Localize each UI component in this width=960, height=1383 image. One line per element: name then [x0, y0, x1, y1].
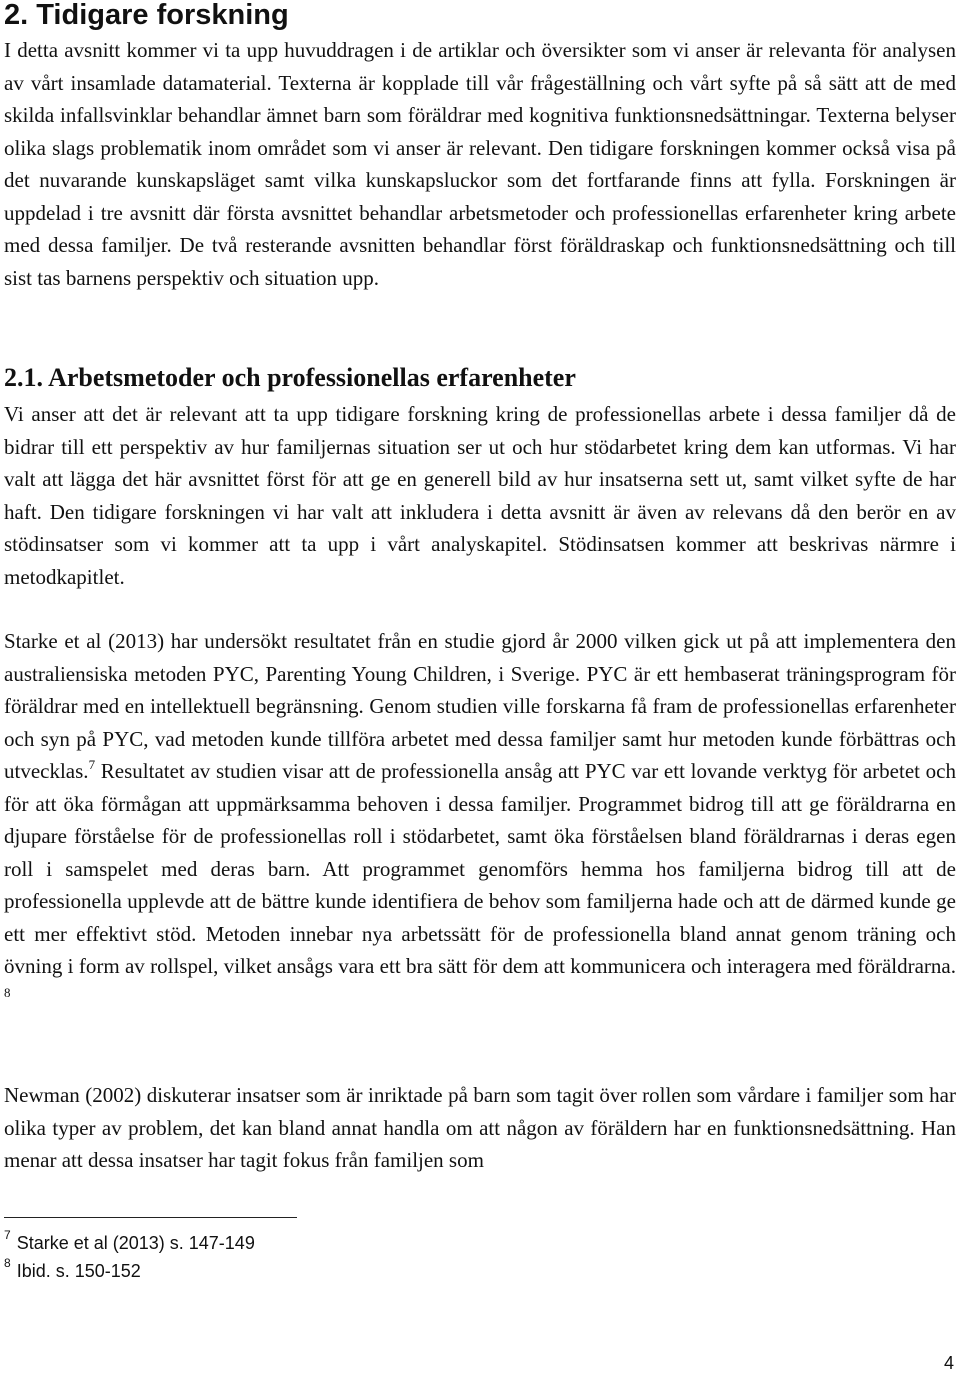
subsection-paragraph-2 [4, 625, 956, 1015]
paragraph-text: Resultatet av studien visar att de professionella ansåg att PYC var ett lovande verktyg för arbetet och för att öka förmågan att uppmärksamma behoven i dessa familjer. Programmet bidrog till att ge föräldrarna en djupare förståelse för de professionellas roll i stödarbetet, samt öka förståelsen bland föräldrarnas i deras egen roll i samspelet med deras barn. Att programmet genomförs hemma hos familjerna bidrog till att de professionella upplevde att de bättre kunde identifiera de behov som familjerna hade och att de därmed kunde ge ett mer effektivt stöd. Metoden innebar nya arbetssätt för de professionella bland annat genom träning och övning i form av rollspel, vilket ansågs vara ett bra sätt för dem att kommunicera och interagera med föräldrarna. [4, 759, 956, 978]
subsection-paragraph-3: Newman (2002) diskuterar insatser som är inriktade på barn som tagit över rollen som vårdare i familjer som har olika typer av problem, det kan bland annat handla om att någon av föräldern har en funktionsnedsättning. Han menar att dessa insatser har tagit fokus från familjen som [4, 1083, 956, 1172]
paragraph-text: Starke et al (2013) har undersökt resultatet från en studie gjord år 2000 vilken gick ut på att implementera den australiensiska metoden PYC, Parenting Young Children, i Sverige. PYC är ett hembaserat träningsprogram för föräldrar med en intellektuell begränsning. Genom studien ville forskarna få fram de professionellas erfarenheter och syn på PYC, vad metoden kunde tillföra arbetet med dessa familjer samt hur metoden kunde förbättras och utvecklas. [4, 629, 956, 783]
footnote-text: Ibid. s. 150-152 [16, 1261, 141, 1281]
subsection-heading: 2.1. Arbetsmetoder och professionellas erfarenheter [4, 363, 576, 392]
footnote-reference-8[interactable]: 8 [4, 984, 11, 1000]
footnote-separator [4, 1217, 297, 1218]
section-heading: 2. Tidigare forskning [4, 0, 289, 31]
page-number: 4 [943, 1353, 954, 1373]
footnote-7 [4, 1228, 255, 1254]
footnote-reference-7[interactable]: 7 [88, 757, 96, 772]
footnote-text: Starke et al (2013) s. 147-149 [16, 1233, 255, 1253]
footnote-8 [4, 1256, 141, 1282]
footnote-number: 8 [4, 1256, 11, 1270]
subsection-paragraph-1: Vi anser att det är relevant att ta upp tidigare forskning kring de professionellas arbete i dessa familjer då de bidrar till ett perspektiv av hur familjernas situation ser ut och hur stödarbetet kring dem kan utformas. Vi har valt att lägga det här avsnittet först för att ge en generell bild av hur insatserna sett ut, samt vilket syfte de har haft. Den tidigare forskningen vi har valt att inkludera i detta avsnitt är även av relevans då den berör en av stödinsatser som vi kommer att ta upp i vårt analyskapitel. Stödinsatsen kommer att beskrivas närmre i metodkapitlet. [4, 402, 956, 589]
footnote-number: 7 [4, 1228, 11, 1242]
intro-paragraph: I detta avsnitt kommer vi ta upp huvuddragen i de artiklar och översikter som vi anser är relevanta för analysen av vårt insamlade datamaterial. Texterna är kopplade till vår frågeställning och vårt syfte på så sätt att de med skilda infallsvinklar behandlar ämnet barn som föräldrar med kognitiva funktionsnedsättningar. Texterna belyser olika slags problematik inom området som vi anser är relevant. Den tidigare forskningen kommer också visa på det nuvarande kunskapsläget samt vilka kunskapsluckor som det fortfarande finns att fylla. Forskningen är uppdelad i tre avsnitt där första avsnittet behandlar arbetsmetoder och professionellas erfarenheter kring arbete med dessa familjer. De två resterande avsnitten behandlar först föräldraskap och funktionsnedsättning och till sist tas barnens perspektiv och situation upp. [4, 38, 956, 290]
